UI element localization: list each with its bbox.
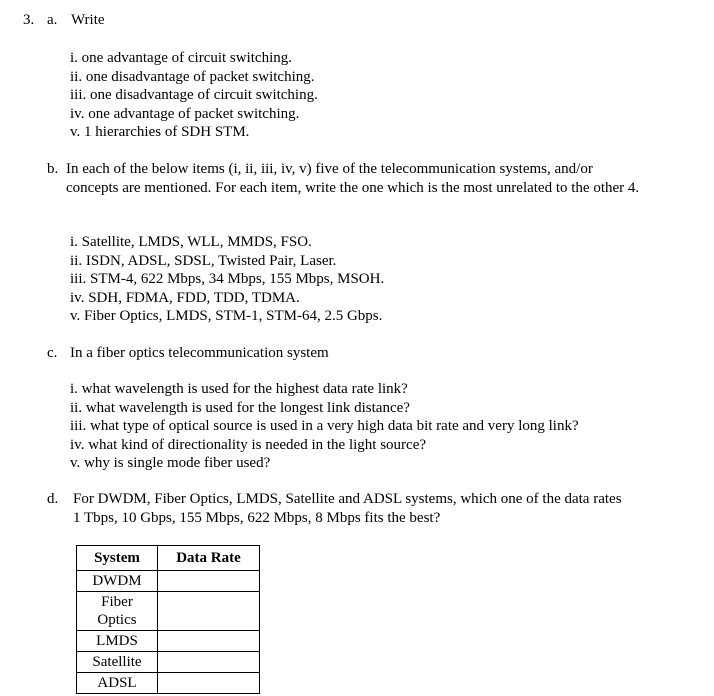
- data-rate-table: [76, 545, 260, 694]
- list-item: v. Fiber Optics, LMDS, STM-1, STM-64, 2.5 Gbps.: [70, 308, 383, 324]
- part-d-intro-line2: 1 Tbps, 10 Gbps, 155 Mbps, 622 Mbps, 8 Mbps fits the best?: [73, 510, 441, 526]
- part-b-letter: b.: [47, 161, 59, 177]
- part-a-list: [70, 49, 318, 142]
- list-item: ii. what wavelength is used for the longest link distance?: [70, 399, 410, 416]
- table-row: [77, 571, 260, 592]
- list-item: i. what wavelength is used for the highest data rate link?: [70, 381, 408, 397]
- table-row: [77, 631, 260, 652]
- cell-system: LMDS: [77, 631, 158, 652]
- list-item: iv. what kind of directionality is needed in the light source?: [70, 436, 427, 453]
- table-row: [77, 592, 260, 631]
- part-b-intro: In each of the below items (i, ii, iii, iv, v) five of the telecommunication systems, and/or concepts are mentioned. For each item, write the one which is the most unrelated to the other 4.: [66, 161, 640, 196]
- part-c-letter: c.: [47, 345, 58, 361]
- part-a-heading: Write: [71, 12, 105, 28]
- cell-data-rate[interactable]: [158, 673, 260, 694]
- list-item: ii. one disadvantage of packet switching.: [70, 68, 315, 85]
- cell-data-rate[interactable]: [158, 652, 260, 673]
- list-item: iii. STM-4, 622 Mbps, 34 Mbps, 155 Mbps, MSOH.: [70, 271, 385, 287]
- cell-system: DWDM: [77, 571, 158, 592]
- part-d-intro-line1: For DWDM, Fiber Optics, LMDS, Satellite and ADSL systems, which one of the data rates: [73, 491, 622, 507]
- table-row: [77, 673, 260, 694]
- list-item: iii. what type of optical source is used in a very high data bit rate and very long link?: [70, 418, 579, 434]
- cell-system: Satellite: [77, 652, 158, 673]
- list-item: iv. SDH, FDMA, FDD, TDD, TDMA.: [70, 289, 300, 306]
- cell-data-rate[interactable]: [158, 592, 260, 631]
- part-a-letter: a.: [47, 12, 58, 28]
- header-data-rate: Data Rate: [158, 546, 260, 571]
- list-item: iii. one disadvantage of circuit switching.: [70, 87, 318, 103]
- header-system: System: [77, 546, 158, 571]
- part-d-letter: d.: [47, 491, 59, 507]
- question-number: 3.: [23, 12, 35, 28]
- part-b-list: [70, 233, 384, 326]
- list-item: ii. ISDN, ADSL, SDSL, Twisted Pair, Laser.: [70, 252, 337, 269]
- table-row: [77, 652, 260, 673]
- part-c-list: [70, 380, 579, 473]
- cell-data-rate[interactable]: [158, 631, 260, 652]
- list-item: i. one advantage of circuit switching.: [70, 50, 293, 66]
- cell-system: Fiber Optics: [77, 592, 158, 631]
- list-item: v. why is single mode fiber used?: [70, 455, 271, 471]
- cell-system: ADSL: [77, 673, 158, 694]
- cell-data-rate[interactable]: [158, 571, 260, 592]
- list-item: i. Satellite, LMDS, WLL, MMDS, FSO.: [70, 234, 312, 250]
- list-item: iv. one advantage of packet switching.: [70, 105, 300, 122]
- list-item: v. 1 hierarchies of SDH STM.: [70, 124, 250, 140]
- table-header-row: [77, 546, 260, 571]
- part-c-intro: In a fiber optics telecommunication system: [70, 345, 329, 361]
